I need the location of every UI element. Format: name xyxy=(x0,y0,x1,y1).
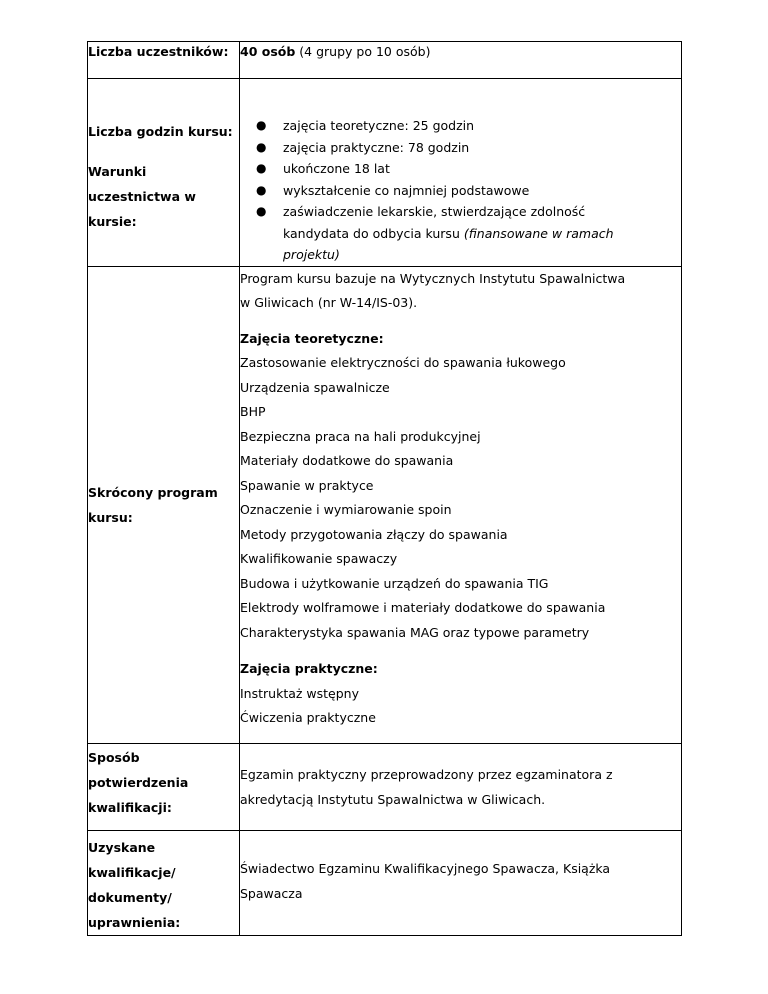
program-row xyxy=(88,266,682,743)
course-info-table xyxy=(87,41,682,936)
hours-label: Liczba godzin kursu: xyxy=(88,124,233,139)
practice-item: Instruktaż wstępny xyxy=(240,685,360,701)
practice-heading: Zajęcia praktyczne: xyxy=(240,661,378,676)
hours-item-theory-text: zajęcia teoretyczne: 25 godzin xyxy=(283,118,475,133)
program-label-cell xyxy=(88,266,240,743)
theory-item: Kwalifikowanie spawaczy xyxy=(240,551,398,566)
medical-funding-note: (finansowane w ramach xyxy=(463,225,614,241)
participants-label: Liczba uczestników: xyxy=(88,44,229,59)
confirmation-value-cell xyxy=(240,743,682,830)
qualifications-value-line-2: Spawacza xyxy=(240,885,303,901)
theory-item: Metody przygotowania złączy do spawania xyxy=(240,526,508,542)
bullet-icon: ● xyxy=(256,182,267,197)
confirmation-label-line-2: potwierdzenia xyxy=(88,774,189,790)
confirmation-value-line-2: akredytacją Instytutu Spawalnictwa w Gliwicach. xyxy=(240,791,546,807)
medical-line-1: zaświadczenie lekarskie, stwierdzające zdolność xyxy=(283,204,586,219)
program-label-line-2: kursu: xyxy=(88,509,133,525)
confirmation-label-cell xyxy=(88,743,240,830)
qualifications-value xyxy=(240,856,681,906)
hours-conditions-label-cell xyxy=(88,79,240,267)
theory-item: Charakterystyka spawania MAG oraz typowe parametry xyxy=(240,624,590,640)
hours-item-theory xyxy=(240,115,681,137)
qualifications-row xyxy=(88,830,682,935)
theory-item: Budowa i użytkowanie urządzeń do spawania TIG xyxy=(240,575,549,591)
theory-item: Zastosowanie elektryczności do spawania łukowego xyxy=(240,355,566,370)
conditions-item-medical xyxy=(240,201,681,266)
theory-item: Bezpieczna praca na hali produkcyjnej xyxy=(240,428,481,444)
bullet-icon: ● xyxy=(256,204,267,218)
confirmation-value-line-1: Egzamin praktyczny przeprowadzony przez egzaminatora z xyxy=(240,766,613,782)
participants-value xyxy=(240,42,681,62)
conditions-item-age-text: ukończone 18 lat xyxy=(283,161,390,176)
theory-item: Materiały dodatkowe do spawania xyxy=(240,453,454,468)
conditions-label-line-2: uczestnictwa w xyxy=(88,189,196,204)
qualifications-label-cell xyxy=(88,830,240,935)
bullet-icon: ● xyxy=(256,161,267,175)
conditions-label xyxy=(88,159,239,234)
theory-heading: Zajęcia teoretyczne: xyxy=(240,330,384,346)
conditions-item-education xyxy=(240,180,681,202)
confirmation-label-line-1: Sposób xyxy=(88,749,140,765)
medical-line-2-text: kandydata do odbycia kursu xyxy=(283,225,464,241)
hours-list xyxy=(240,79,681,158)
practice-item: Ćwiczenia praktyczne xyxy=(240,710,376,725)
conditions-item-age xyxy=(240,158,681,180)
confirmation-value xyxy=(240,762,681,812)
hours-conditions-row xyxy=(88,79,682,267)
program-label-line-1: Skrócony program xyxy=(88,484,218,500)
qualifications-value-line-1: Świadectwo Egzaminu Kwalifikacyjnego Spawacza, Książka xyxy=(240,860,611,876)
qualifications-label-line-1: Uzyskane xyxy=(88,839,156,855)
participants-count: 40 osób xyxy=(240,44,296,59)
theory-item: Spawanie w praktyce xyxy=(240,477,374,493)
participants-label-cell xyxy=(88,42,240,79)
theory-item: BHP xyxy=(240,404,266,419)
medical-line-3: projektu) xyxy=(283,247,340,262)
qualifications-label-line-4: uprawnienia: xyxy=(88,914,181,930)
qualifications-label xyxy=(88,831,239,935)
participants-row xyxy=(88,42,682,79)
hours-item-practice-text: zajęcia praktyczne: 78 godzin xyxy=(283,139,470,155)
theory-item: Oznaczenie i wymiarowanie spoin xyxy=(240,502,452,517)
medical-line-2 xyxy=(283,223,681,245)
program-bottom-spacer xyxy=(240,731,681,743)
hours-item-practice xyxy=(240,137,681,159)
program-intro-line-2: w Gliwicach (nr W-14/IS-03). xyxy=(240,294,418,310)
confirmation-label xyxy=(88,744,239,820)
qualifications-label-line-2: kwalifikacje/ xyxy=(88,864,176,880)
practice-list xyxy=(240,682,681,731)
confirmation-label-line-3: kwalifikacji: xyxy=(88,799,172,815)
program-intro-line-1: Program kursu bazuje na Wytycznych Instytutu Spawalnictwa xyxy=(240,270,626,286)
confirmation-row xyxy=(88,743,682,830)
participants-value-cell xyxy=(240,42,682,79)
conditions-label-line-3: kursie: xyxy=(88,214,137,229)
conditions-item-education-text: wykształcenie co najmniej podstawowe xyxy=(283,182,530,198)
program-label xyxy=(88,480,239,530)
bullet-icon: ● xyxy=(256,118,267,132)
hours-conditions-value-cell xyxy=(240,79,682,267)
participants-groups: (4 grupy po 10 osób) xyxy=(295,44,431,59)
conditions-label-line-1: Warunki xyxy=(88,164,147,179)
conditions-list xyxy=(240,158,681,266)
qualifications-value-cell xyxy=(240,830,682,935)
theory-list xyxy=(240,351,681,645)
bullet-icon: ● xyxy=(256,139,267,154)
qualifications-label-line-3: dokumenty/ xyxy=(88,889,172,905)
theory-item: Elektrody wolframowe i materiały dodatkowe do spawania xyxy=(240,600,606,615)
theory-item: Urządzenia spawalnicze xyxy=(240,379,390,395)
program-value-cell xyxy=(240,266,682,743)
